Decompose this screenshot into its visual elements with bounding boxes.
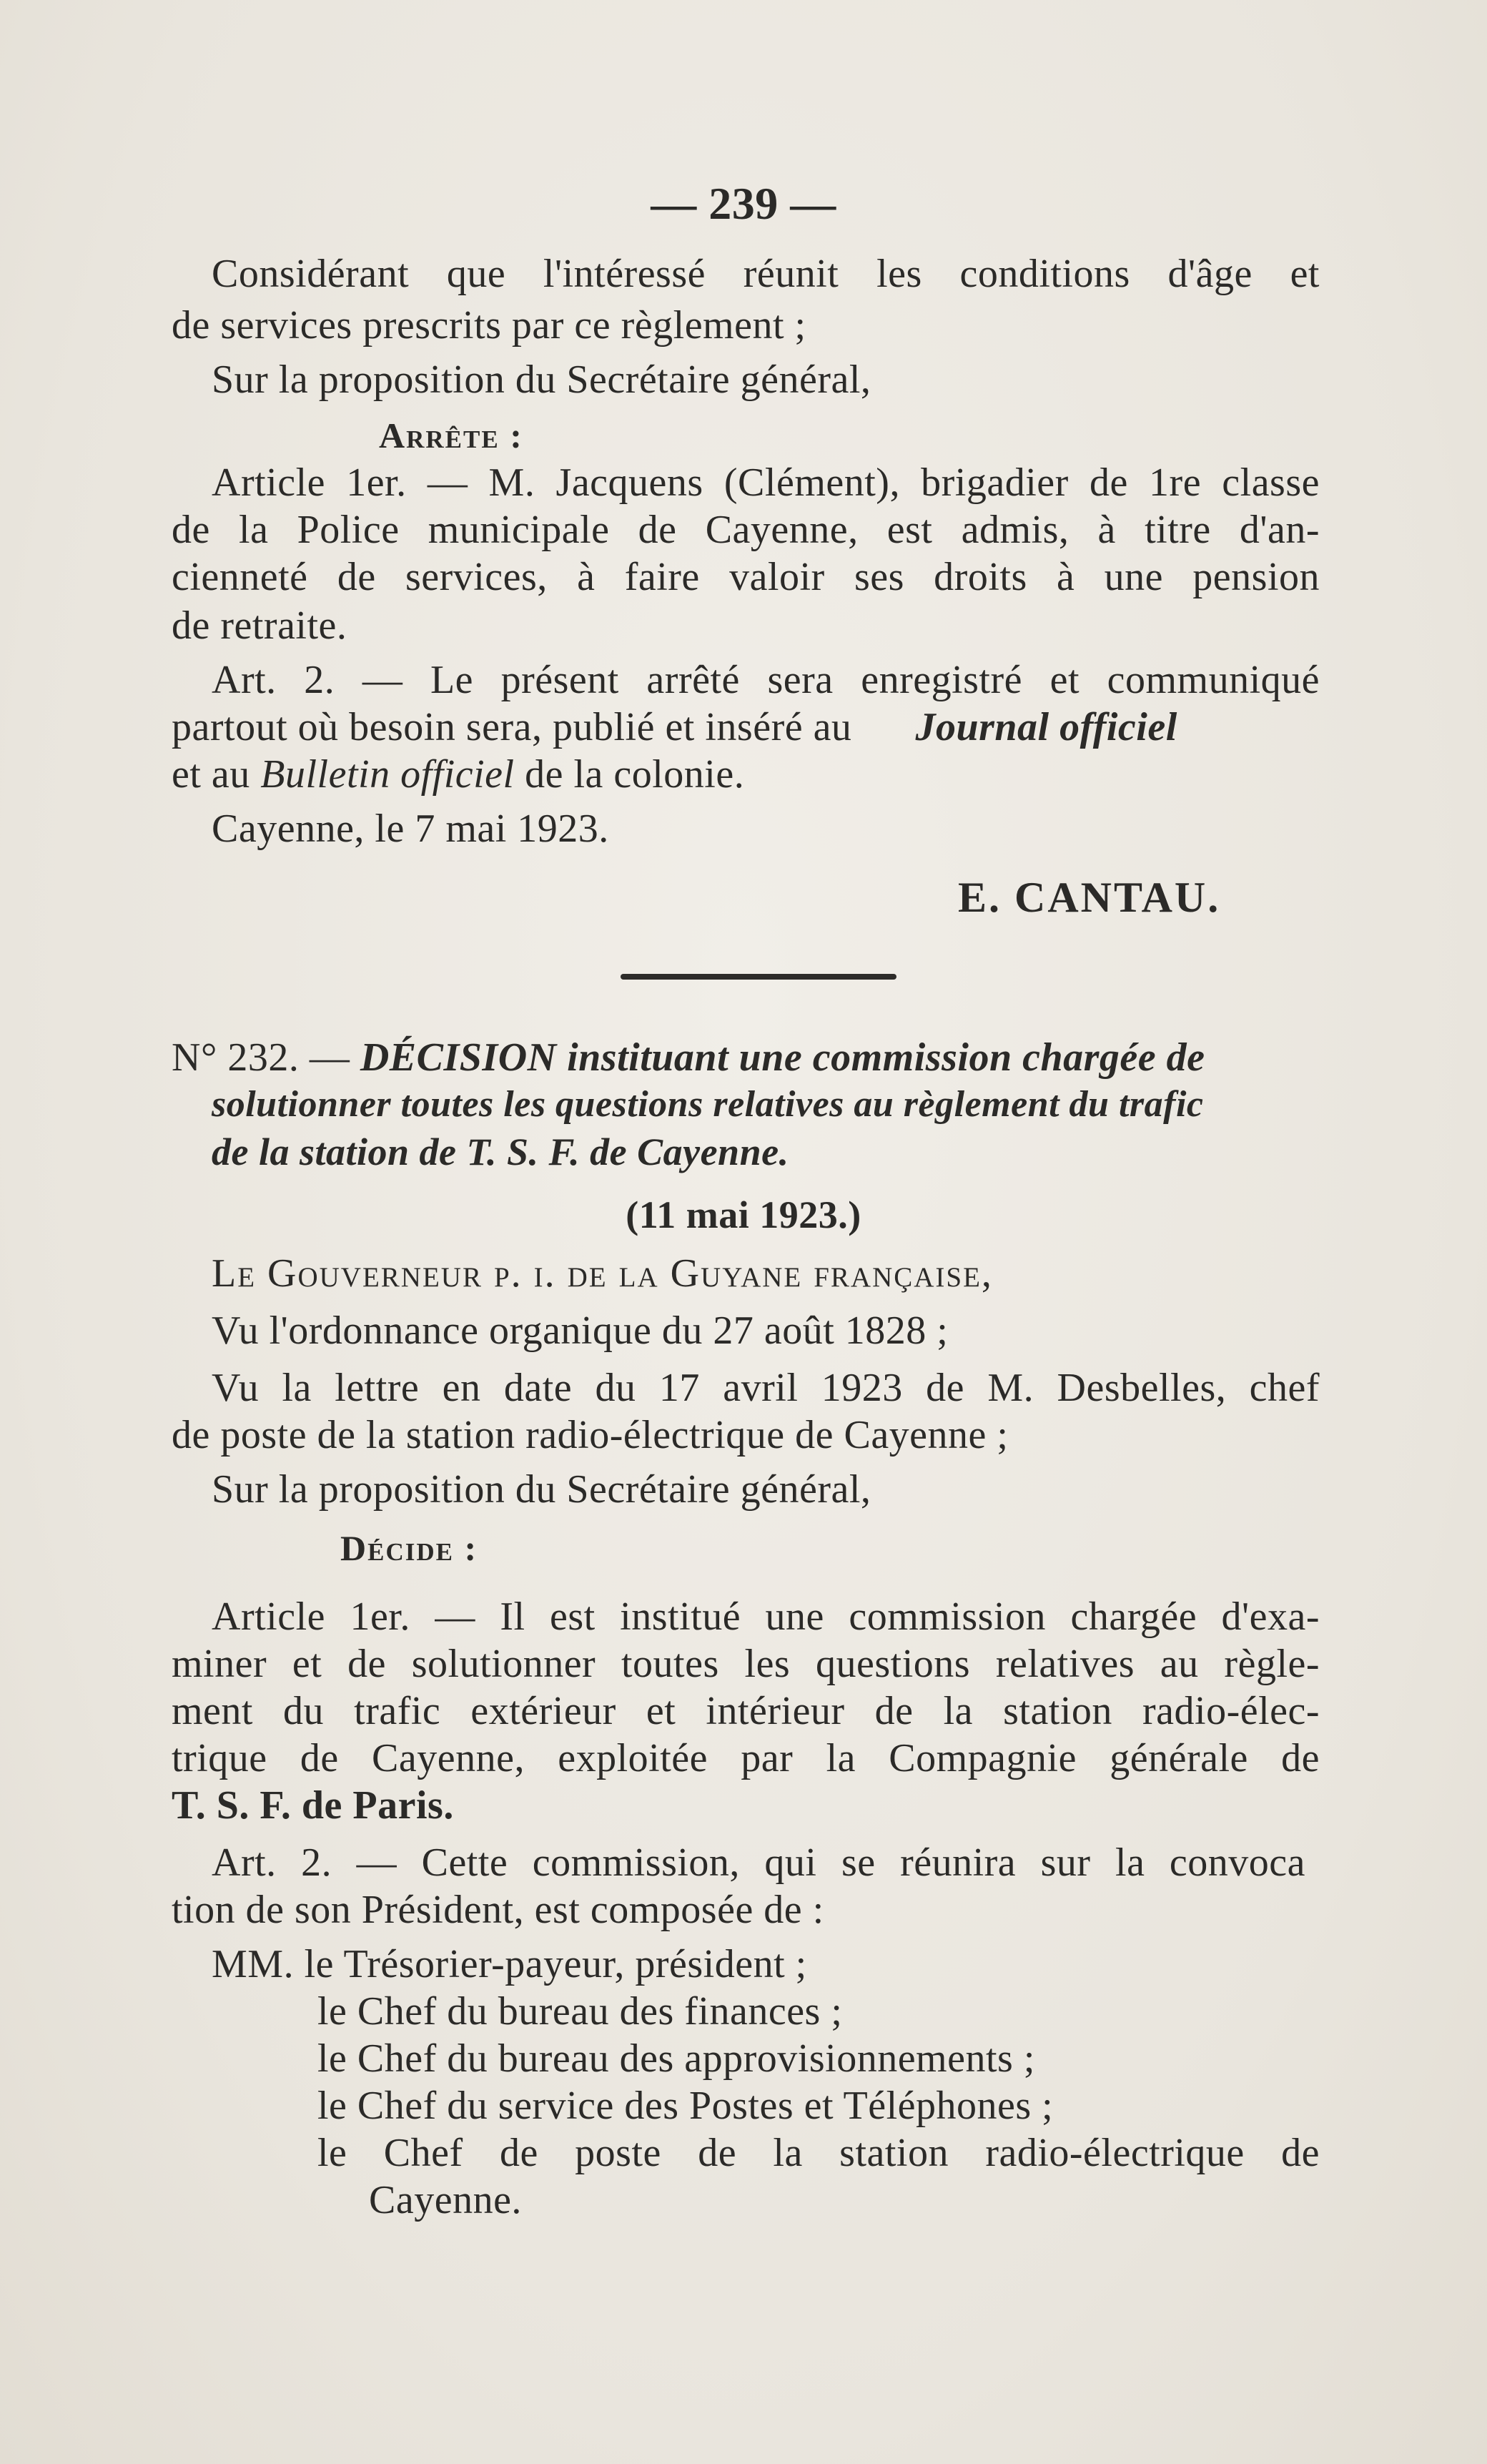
arrete-article-2-line-3 <box>172 749 744 799</box>
decision-article-2-line-2: tion de son Président, est composée de : <box>172 1888 824 1932</box>
arrete-considerant-line-2: de services prescrits par ce règlement ; <box>172 303 806 348</box>
section-divider <box>621 974 896 980</box>
arrete-article-1-line-1: Article 1er. — M. Jacquens (Clément), brigadier de 1re classe <box>212 460 1320 505</box>
decision-heading: Décide : <box>340 1528 478 1568</box>
member-item: le Chef du bureau des finances ; <box>317 1989 843 2034</box>
bulletin-officiel-reference: Bulletin officiel <box>260 752 515 797</box>
decision-number: N° 232. — <box>172 1035 350 1080</box>
page-number: — 239 — <box>651 178 836 229</box>
arrete-article-2-line-2 <box>172 702 1320 752</box>
decision-article-1-line-2: miner et de solutionner toutes les questions relatives au règle- <box>172 1642 1320 1686</box>
arrete-article-2-line-1: Art. 2. — Le présent arrêté sera enregistré et communiqué <box>212 658 1320 702</box>
arrete-article-2-line-3-a: et au <box>172 752 250 797</box>
decision-title-line-3: de la station de T. S. F. de Cayenne. <box>212 1130 789 1173</box>
member-item: MM. le Trésorier-payeur, président ; <box>212 1942 807 1986</box>
arrete-place-date: Cayenne, le 7 mai 1923. <box>212 807 609 851</box>
decision-article-1-line-3: ment du trafic extérieur et intérieur de la station radio-élec- <box>172 1689 1320 1733</box>
arrete-article-1-line-4: de retraite. <box>172 603 347 648</box>
decision-ordonnance-line: Vu l'ordonnance organique du 27 août 1828 ; <box>212 1309 949 1353</box>
decision-lettre-line-2: de poste de la station radio-électrique de Cayenne ; <box>172 1413 1009 1457</box>
decision-article-2-line-1: Art. 2. — Cette commission, qui se réunira sur la convoca <box>212 1840 1305 1885</box>
arrete-article-2-line-3-c: de la colonie. <box>525 752 745 797</box>
arrete-heading: Arrête : <box>379 415 523 455</box>
arrete-article-1-line-3: cienneté de services, à faire valoir ses droits à une pension <box>172 555 1320 599</box>
arrete-proposition: Sur la proposition du Secrétaire général, <box>212 358 871 402</box>
decision-proposition-line: Sur la proposition du Secrétaire général, <box>212 1467 871 1512</box>
arrete-considerant-line-1: Considérant que l'intéressé réunit les conditions d'âge et <box>212 252 1320 296</box>
journal-officiel-reference: Journal officiel <box>915 705 1177 749</box>
decision-date: (11 mai 1923.) <box>626 1193 861 1236</box>
decision-article-1-line-5: T. S. F. de Paris. <box>172 1783 454 1828</box>
decision-title-text-1: DÉCISION instituant une commission chargée de <box>360 1035 1205 1080</box>
decision-title-line-2: solutionner toutes les questions relatives au règlement du trafic <box>212 1084 1204 1125</box>
decision-article-1-line-4: trique de Cayenne, exploitée par la Compagnie générale de <box>172 1736 1320 1780</box>
decision-governor-line: Le Gouverneur p. i. de la Guyane française, <box>212 1251 993 1296</box>
member-item: le Chef du service des Postes et Téléphones ; <box>317 2084 1054 2128</box>
decision-title-line-1 <box>172 1033 1205 1083</box>
arrete-article-1-line-2: de la Police municipale de Cayenne, est admis, à titre d'an- <box>172 508 1320 552</box>
member-item: Cayenne. <box>369 2178 522 2222</box>
signature: E. CANTAU. <box>958 874 1221 921</box>
member-item: le Chef du bureau des approvisionnements ; <box>317 2036 1035 2081</box>
arrete-article-2-line-2-text: partout où besoin sera, publié et inséré au <box>172 705 852 749</box>
member-item: le Chef de poste de la station radio-électrique de <box>317 2131 1320 2175</box>
decision-article-1-line-1: Article 1er. — Il est institué une commission chargée d'exa- <box>212 1595 1320 1639</box>
decision-lettre-line-1: Vu la lettre en date du 17 avril 1923 de M. Desbelles, chef <box>212 1366 1320 1410</box>
